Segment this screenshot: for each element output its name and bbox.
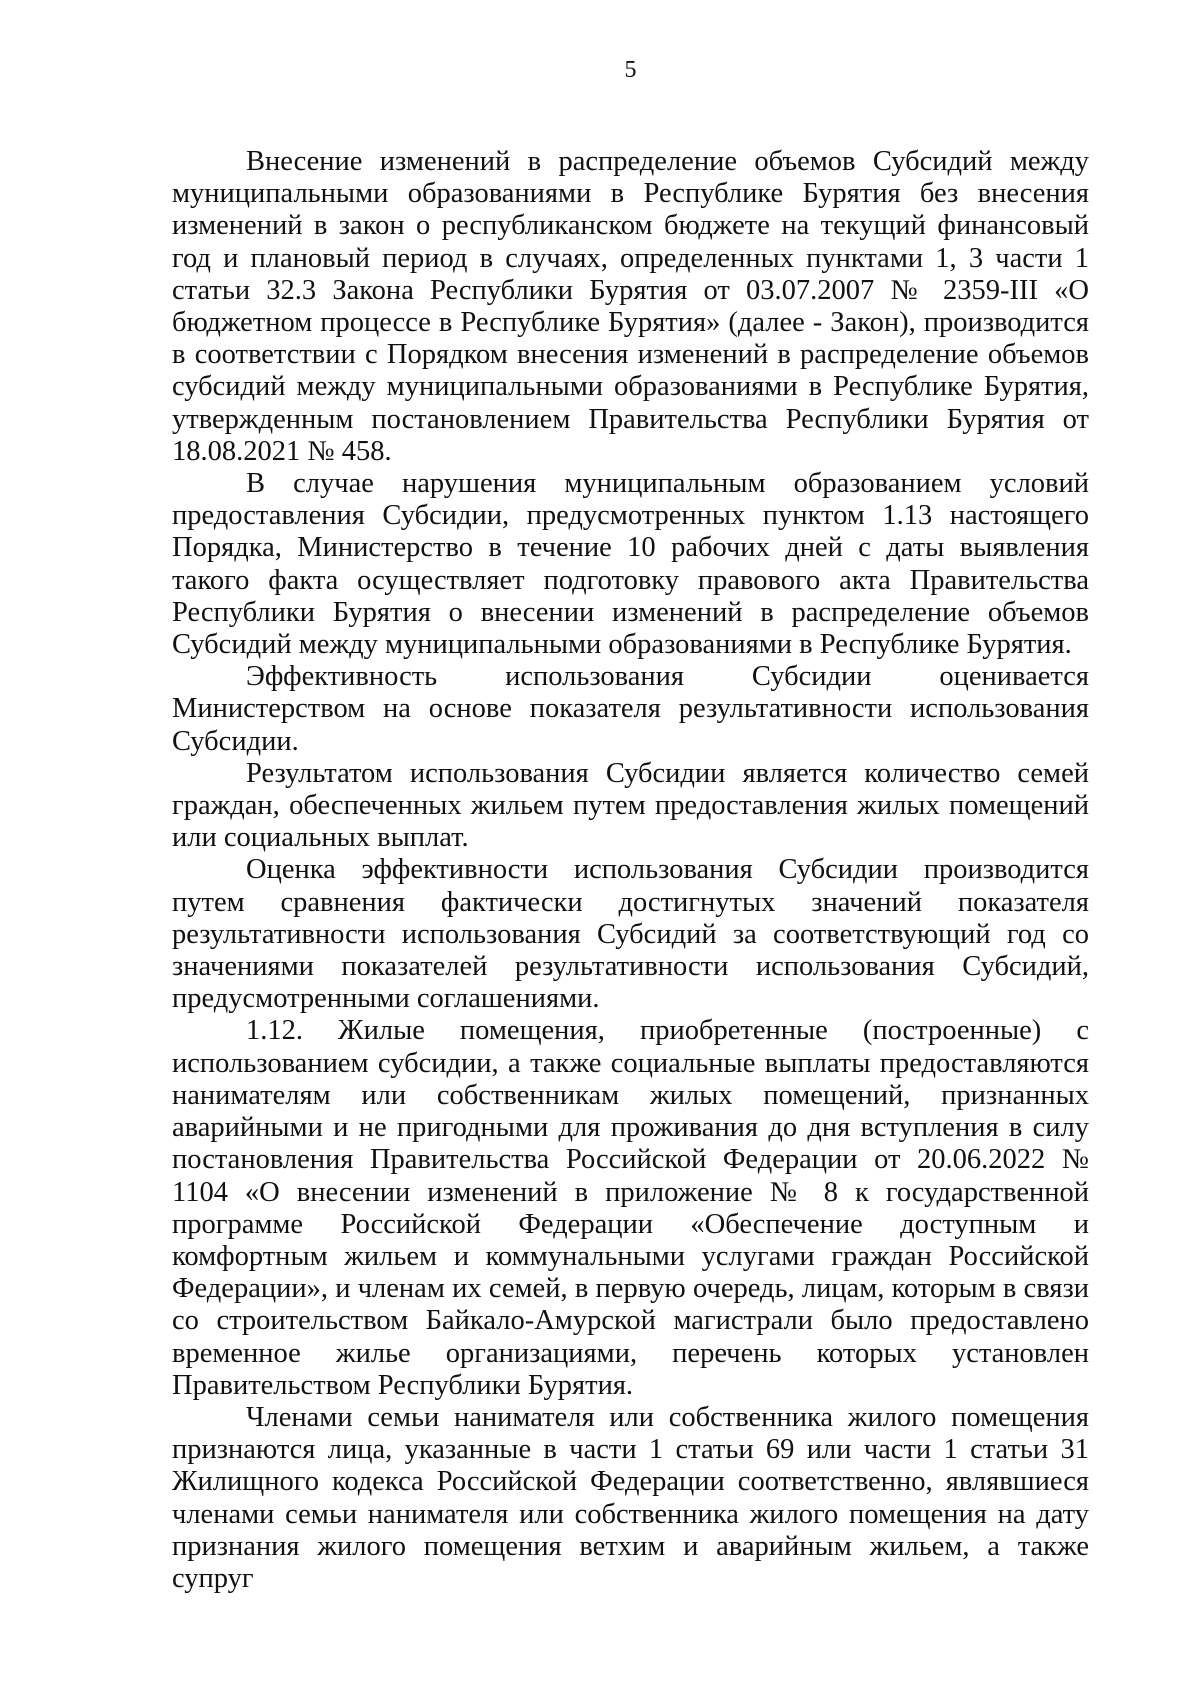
paragraph-efficiency-assessment: Эффективность использования Субсидии оценивается Министерством на основе показателя результативности использования Субсидии. xyxy=(172,661,1089,757)
document-body xyxy=(172,146,1089,1595)
page-number: 5 xyxy=(624,57,637,83)
paragraph-efficiency-evaluation-method: Оценка эффективности использования Субсидии производится путем сравнения фактически достигнутых значений показателя результативности использования Субсидий за соответствующий год со значениями показателей результативности использования Субсидий, предусмотренными соглашениями. xyxy=(172,854,1089,1015)
paragraph-result-of-use: Результатом использования Субсидии является количество семей граждан, обеспеченных жильем путем предоставления жилых помещений или социальных выплат. xyxy=(172,757,1089,854)
paragraph-violation-of-conditions: В случае нарушения муниципальным образованием условий предоставления Субсидии, предусмотренных пунктом 1.13 настоящего Порядка, Министерство в течение 10 рабочих дней с даты выявления такого факта осуществляет подготовку правового акта Правительства Республики Бурятия о внесении изменений в распределение объемов Субсидий между муниципальными образованиями в Республике Бурятия. xyxy=(172,468,1089,661)
paragraph-family-members: Членами семьи нанимателя или собственника жилого помещения признаются лица, указанные в части 1 статьи 69 или части 1 статьи 31 Жилищного кодекса Российской Федерации соответственно, являвшиеся членами семьи нанимателя или собственника жилого помещения на дату признания жилого помещения ветхим и аварийным жильем, а также супруг xyxy=(172,1401,1089,1594)
paragraph-subsidy-redistribution: Внесение изменений в распределение объемов Субсидий между муниципальными образованиями в Республике Бурятия без внесения изменений в закон о республиканском бюджете на текущий финансовый год и плановый период в случаях, определенных пунктами 1, 3 части 1 статьи 32.3 Закона Республики Бурятия от 03.07.2007 № 2359-III «О бюджетном процессе в Республике Бурятия» (далее - Закон), производится в соответствии с Порядком внесения изменений в распределение объемов субсидий между муниципальными образованиями в Республике Бурятия, утвержденным постановлением Правительства Республики Бурятия от 18.08.2021 № 458. xyxy=(172,146,1089,467)
paragraph-section-1-12: 1.12. Жилые помещения, приобретенные (построенные) с использованием субсидии, а также социальные выплаты предоставляются нанимателям или собственникам жилых помещений, признанных аварийными и не пригодными для проживания до дня вступления в силу постановления Правительства Российской Федерации от 20.06.2022 № 1104 «О внесении изменений в приложение № 8 к государственной программе Российской Федерации «Обеспечение доступным и комфортным жильем и коммунальными услугами граждан Российской Федерации», и членам их семей, в первую очередь, лицам, которым в связи со строительством Байкало-Амурской магистрали было предоставлено временное жилье организациями, перечень которых установлен Правительством Республики Бурятия. xyxy=(172,1015,1089,1401)
